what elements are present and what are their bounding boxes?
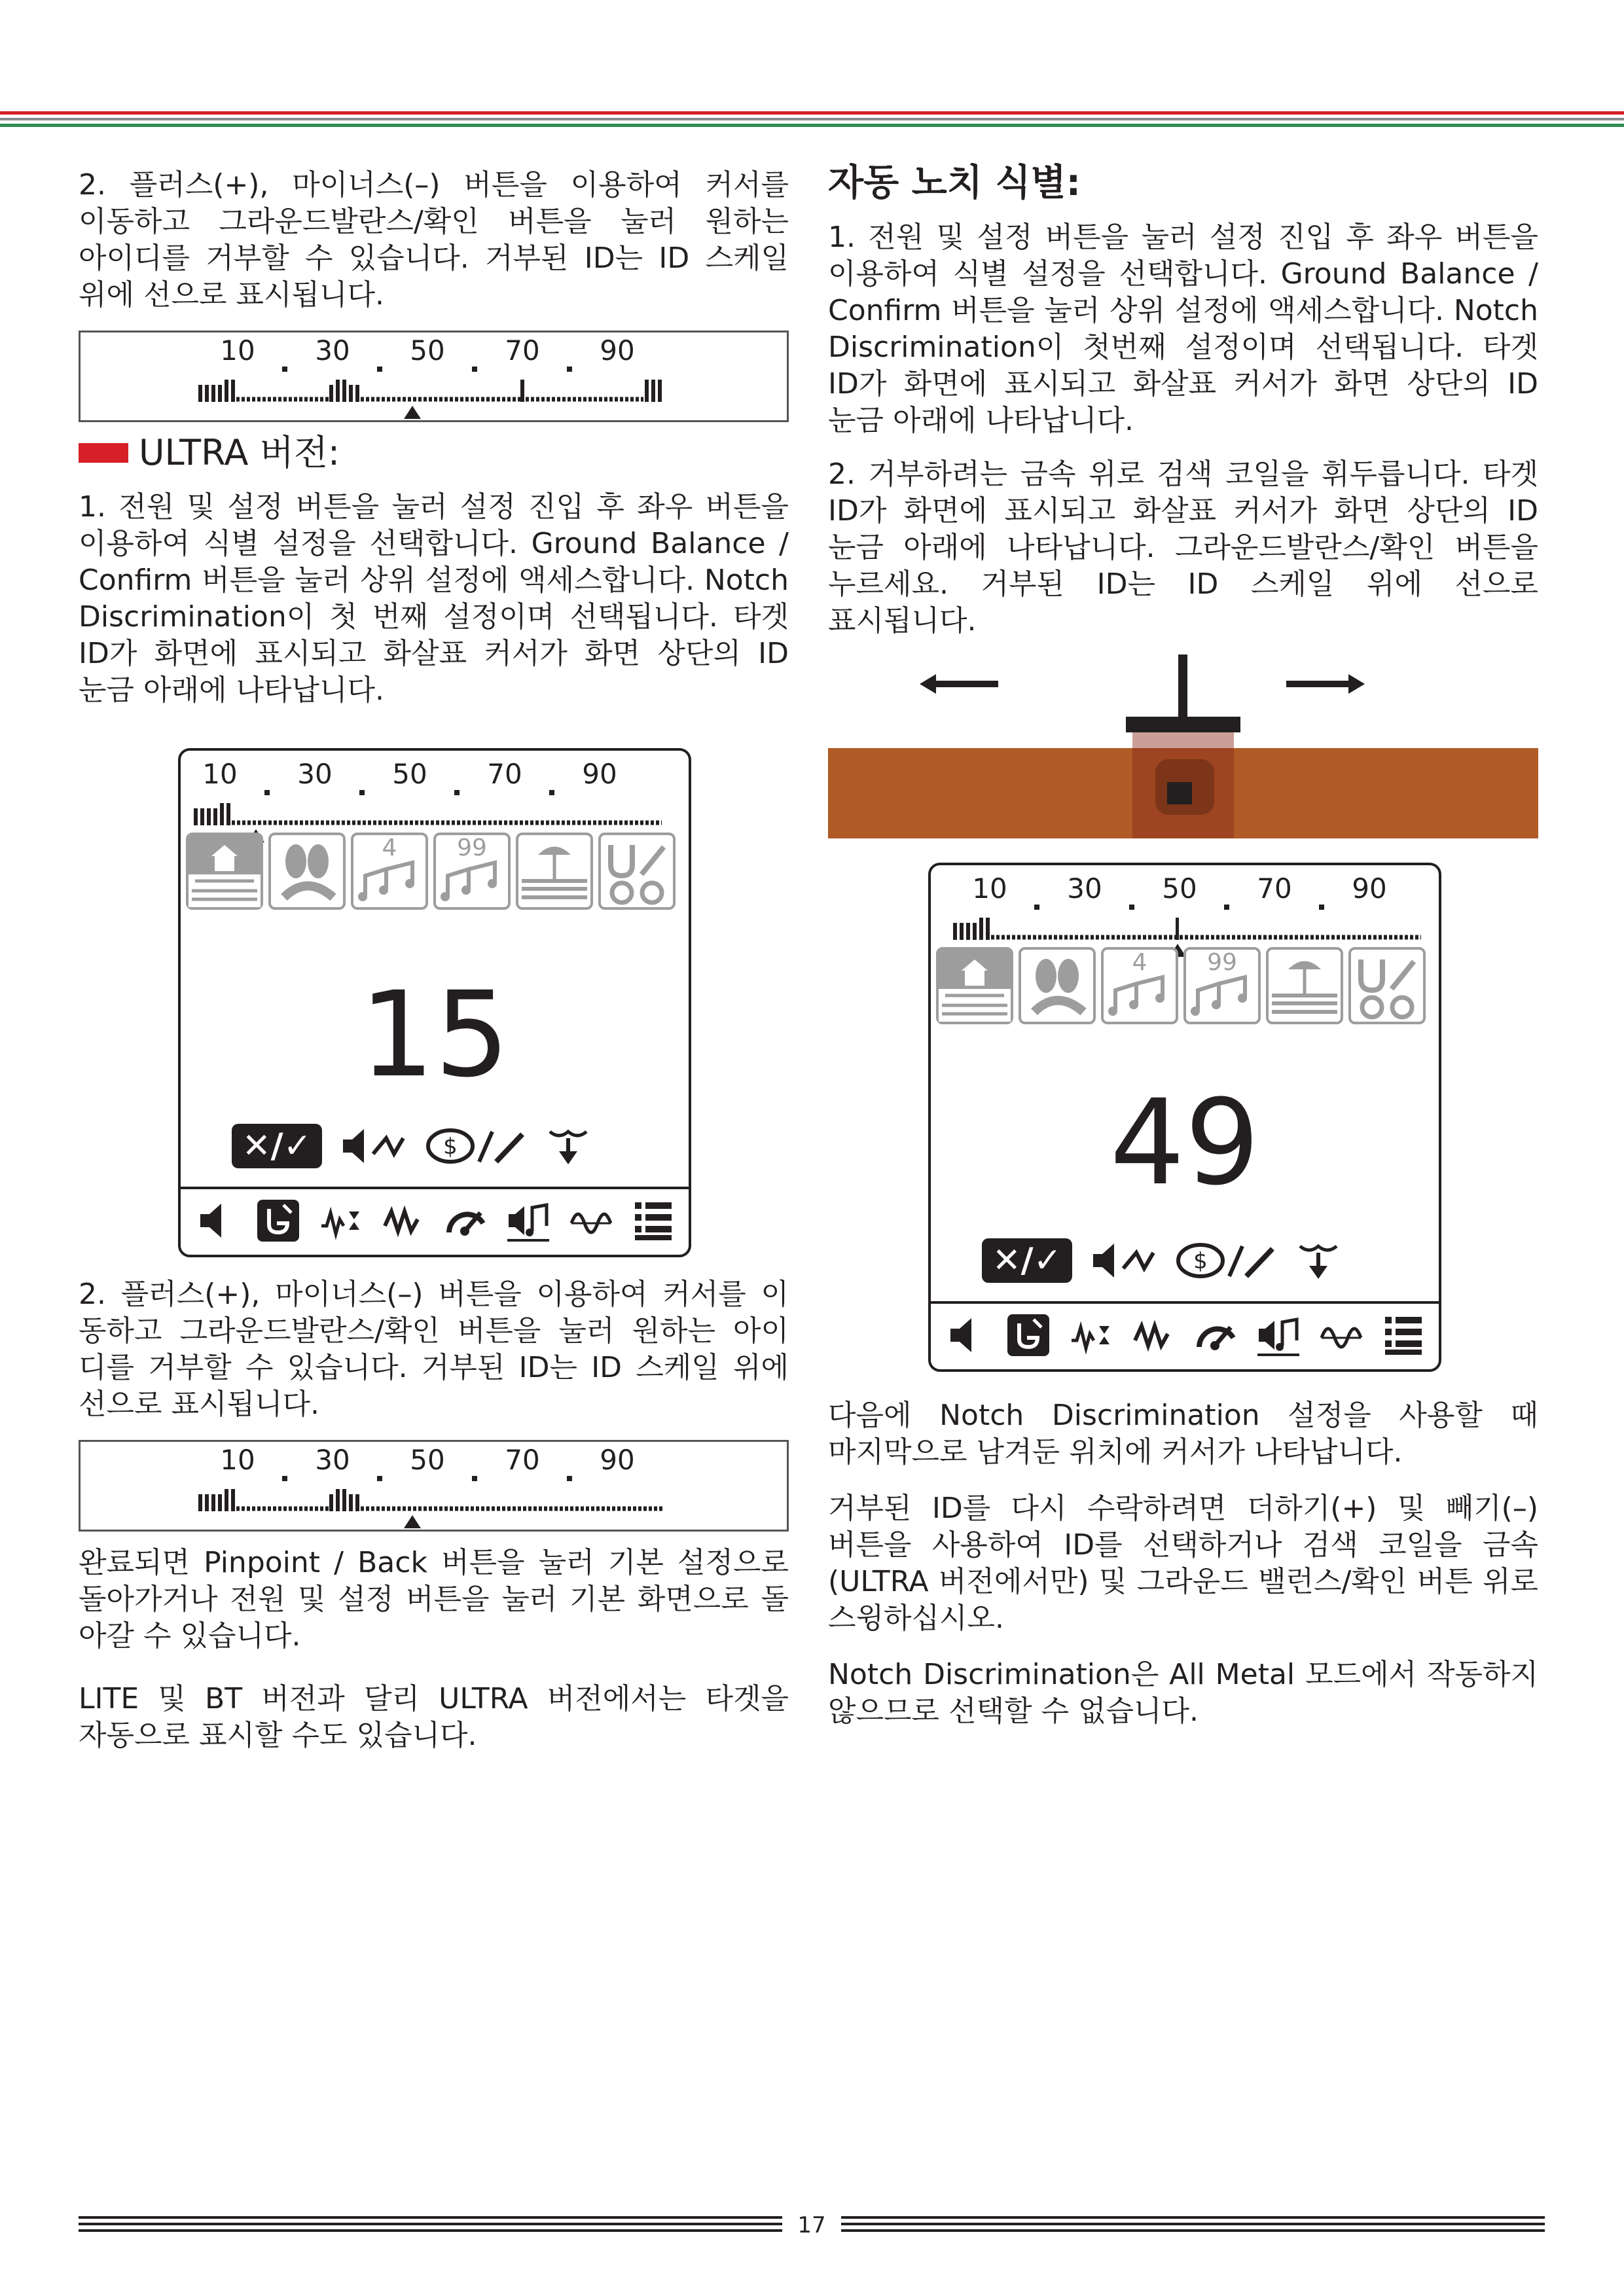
scale-label: 10 — [220, 334, 255, 367]
notch-bar — [198, 1489, 663, 1511]
page-footer — [0, 2212, 1624, 2238]
detector-screen-2 — [928, 863, 1441, 1372]
left-paragraph-5: LITE 및 BT 버전과 달리 ULTRA 버전에서는 타겟을 자동으로 표시할 수도 있습니다. — [79, 1682, 789, 1752]
scale-label: 30 — [315, 334, 350, 367]
scale-numbers — [198, 332, 657, 369]
settings-list-icon[interactable] — [1382, 1314, 1424, 1356]
right-paragraph-5: Notch Discrimination은 All Metal 모드에서 작동하지 않으므로 선택할 수 없습니다. — [828, 1658, 1538, 1728]
scale-label: 90 — [1352, 872, 1387, 905]
volume-icon[interactable] — [195, 1200, 237, 1242]
cursor-arrow — [404, 1515, 421, 1528]
notch-bar — [194, 803, 665, 825]
detector-screen-1 — [178, 748, 691, 1257]
sensitivity-icon[interactable] — [1070, 1314, 1112, 1356]
field-mode-icon[interactable] — [936, 947, 1013, 1024]
settings-list-icon[interactable] — [632, 1200, 674, 1242]
field-mode-icon[interactable] — [186, 833, 263, 910]
menu-bar — [931, 1301, 1439, 1367]
mode-number: 99 — [457, 834, 487, 861]
coil-swing-illustration — [828, 655, 1538, 841]
left-paragraph-1: 2. 플러스(+), 마이너스(–) 버튼을 이용하여 커서를 이동하고 그라운드발란스/확인 버튼을 눌러 원하는 아이디를 거부할 수 있습니다. 거부된 ID는 ID 스케일 위에 선으로 표시됩니다. — [79, 168, 789, 312]
target-id-display: 15 — [359, 967, 510, 1103]
scale-label: 50 — [410, 334, 445, 367]
ultra-heading — [79, 430, 789, 476]
right-column — [828, 160, 1538, 656]
cursor-arrow — [404, 406, 421, 419]
control-icons — [982, 1238, 1339, 1283]
volume-icon[interactable] — [945, 1314, 987, 1356]
left-paragraph-2: 1. 전원 및 설정 버튼을 눌러 설정 진입 후 좌우 버튼을 이용하여 식별 설정을 선택합니다. Ground Balance / Confirm 버튼을 눌러 상위 설정에 액세스합니다. Notch Discrimination이 첫 번째 설정이며 선택됩니다. 타겟 ID가 화면에 표시되고 화살표 커서가 화면 상단의 ID 눈금 아래에 나타납니다. — [79, 490, 789, 707]
notch-bar — [198, 380, 663, 402]
screen-id-scale — [944, 870, 1428, 956]
beach-mode-icon[interactable] — [516, 833, 593, 910]
tone-99-icon[interactable] — [433, 833, 511, 910]
id-scale — [198, 1442, 657, 1527]
all-metal-mode-icon[interactable] — [598, 833, 676, 910]
left-column — [79, 167, 789, 726]
dig-arrow-icon[interactable] — [1297, 1240, 1339, 1282]
scale-label: 90 — [582, 758, 617, 790]
scale-label: 50 — [392, 758, 427, 790]
speaker-mute-icon[interactable] — [340, 1125, 406, 1167]
footer-lines-right — [841, 2212, 1545, 2232]
tone-99-icon[interactable] — [1183, 947, 1261, 1024]
sensitivity-icon[interactable] — [320, 1200, 362, 1242]
accept-reject-icon[interactable]: ✕/✓ — [232, 1124, 322, 1168]
park-mode-icon[interactable] — [1019, 947, 1096, 1024]
red-marker — [79, 443, 128, 463]
frequency-wave-icon[interactable] — [570, 1200, 612, 1242]
scale-label: 70 — [505, 1444, 540, 1476]
all-metal-mode-icon[interactable] — [1348, 947, 1426, 1024]
left-paragraph-4: 완료되면 Pinpoint / Back 버튼을 눌러 기본 설정으로 돌아가거나 전원 및 설정 버튼을 눌러 기본 화면으로 돌 아갈 수 있습니다. — [79, 1546, 789, 1653]
mode-number: 99 — [1207, 949, 1237, 976]
tone-volume-icon[interactable] — [1257, 1314, 1299, 1356]
footer-lines-left — [79, 2212, 782, 2232]
left-paragraph-3: 2. 플러스(+), 마이너스(–) 버튼을 이용하여 커서를 이 동하고 그라운드발란스/확인 버튼을 눌러 원하는 아이 디를 거부할 수 있습니다. 거부된 ID는 ID 스케일 위에 선으로 표시됩니다. — [79, 1278, 789, 1421]
svg-text:$: $ — [1193, 1248, 1208, 1274]
id-scale-box-2 — [79, 1440, 789, 1532]
left-column-lower — [79, 1276, 789, 1771]
frequency-wave-icon[interactable] — [1320, 1314, 1362, 1356]
mode-number: 4 — [1132, 949, 1147, 976]
right-paragraph-4: 거부된 ID를 다시 수락하려면 더하기(+) 및 빼기(–) 버튼을 사용하여 ID를 선택하거나 검색 코일을 금속 (ULTRA 버전에서만) 및 그라운드 밸런스/확인 버튼 위로 스윙하십시오. — [828, 1492, 1538, 1635]
ground-balance-icon[interactable] — [257, 1200, 299, 1242]
notch-bar — [953, 918, 1424, 940]
scale-label: 70 — [1257, 872, 1292, 905]
speed-gauge-icon[interactable] — [445, 1200, 487, 1242]
scale-label: 90 — [600, 1444, 635, 1476]
speaker-mute-icon[interactable] — [1091, 1240, 1156, 1282]
recovery-icon[interactable] — [1132, 1314, 1174, 1356]
right-paragraph-1: 1. 전원 및 설정 버튼을 눌러 설정 진입 후 좌우 버튼을 이용하여 식별 설정을 선택합니다. Ground Balance / Confirm 버튼을 눌러 상위 설정에 액세스합니다. Notch Discrimination이 첫번째 설정이며 선택됩니다. 타겟 ID가 화면에 표시되고 화살표 커서가 화면 상단의 ID 눈금 아래에 나타납니다. — [828, 221, 1538, 437]
speed-gauge-icon[interactable] — [1195, 1314, 1237, 1356]
scale-label: 10 — [220, 1444, 255, 1476]
scale-label: 70 — [505, 334, 540, 367]
scale-label: 50 — [410, 1444, 445, 1476]
tone-volume-icon[interactable] — [507, 1200, 549, 1242]
scale-label: 10 — [202, 758, 238, 790]
coin-pinpoint-icon[interactable] — [424, 1125, 529, 1167]
scale-label: 30 — [1067, 872, 1102, 905]
beach-mode-icon[interactable] — [1266, 947, 1343, 1024]
accept-reject-icon[interactable]: ✕/✓ — [982, 1238, 1072, 1283]
coin-pinpoint-icon[interactable] — [1174, 1240, 1279, 1282]
ultra-title: ULTRA 버전: — [139, 432, 340, 473]
gold-tone-4-icon[interactable] — [351, 833, 428, 910]
section-title: 자동 노치 식별: — [828, 162, 1081, 204]
menu-bar — [181, 1187, 689, 1252]
control-icons — [232, 1124, 589, 1168]
mode-number: 4 — [382, 834, 397, 861]
ground-balance-icon[interactable] — [1007, 1314, 1049, 1356]
svg-text:$: $ — [443, 1134, 458, 1160]
scale-label: 70 — [487, 758, 522, 790]
gold-tone-4-icon[interactable] — [1101, 947, 1178, 1024]
screen-id-scale — [194, 756, 678, 841]
right-paragraph-2: 2. 거부하려는 금속 위로 검색 코일을 휘두릅니다. 타겟 ID가 화면에 표시되고 화살표 커서가 화면 상단의 ID 눈금 아래에 나타납니다. 그라운드발란스/확인 버튼을 누르세요. 거부된 ID는 ID 스케일 위에 선으로 표시됩니다. — [828, 457, 1538, 637]
recovery-icon[interactable] — [382, 1200, 424, 1242]
page-number: 17 — [797, 2212, 826, 2238]
park-mode-icon[interactable] — [268, 833, 346, 910]
scale-label: 50 — [1162, 872, 1197, 905]
id-scale-box-1 — [79, 331, 789, 422]
id-scale — [198, 332, 657, 418]
scale-label: 30 — [297, 758, 333, 790]
scale-label: 30 — [315, 1444, 350, 1476]
mode-icons — [186, 833, 676, 910]
scale-label: 10 — [972, 872, 1007, 905]
dig-arrow-icon[interactable] — [547, 1125, 589, 1167]
mode-icons — [936, 947, 1426, 1024]
right-paragraph-3: 다음에 Notch Discrimination 설정을 사용할 때 마지막으로 남겨둔 위치에 커서가 나타납니다. — [828, 1399, 1538, 1469]
right-column-lower — [828, 1397, 1538, 1747]
scale-label: 90 — [600, 334, 635, 367]
target-id-display: 49 — [1110, 1075, 1260, 1211]
